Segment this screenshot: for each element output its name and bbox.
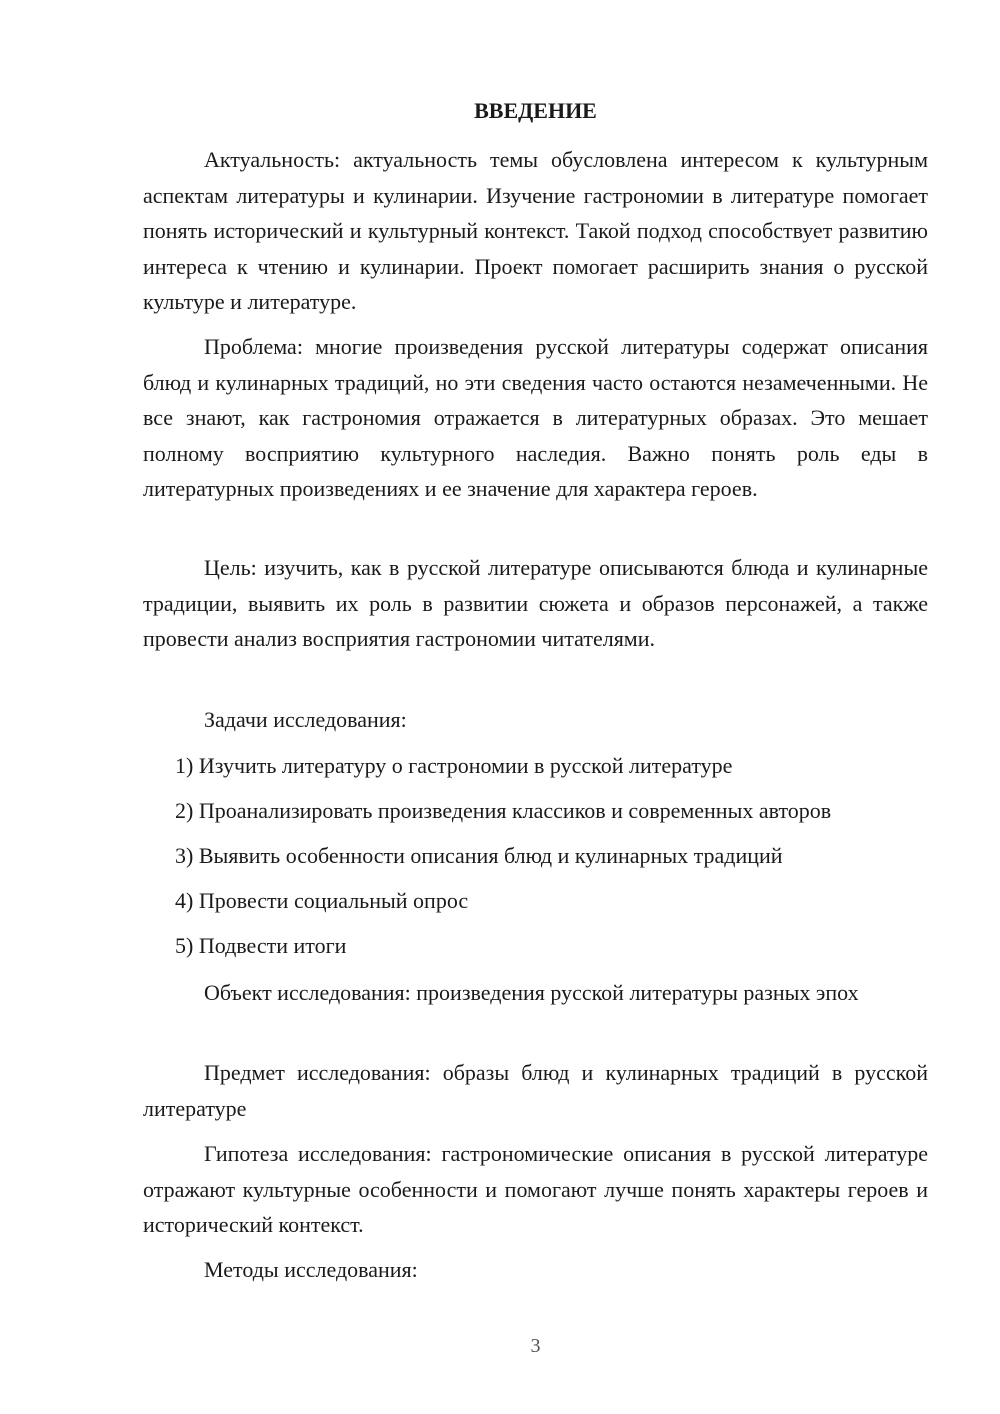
task-item: 5) Подвести итоги: [175, 933, 347, 958]
document-page: [143, 0, 928, 1414]
section-heading: ВВЕДЕНИЕ: [474, 98, 597, 123]
hypothesis-paragraph: Гипотеза исследования: гастрономические описания в русской литературе отражают культурные особенности и помогают лучше понять характеры героев и исторический контекст.: [143, 1141, 928, 1237]
tasks-title: Задачи исследования:: [204, 707, 407, 732]
page-number: 3: [530, 1335, 541, 1357]
task-item: 4) Провести социальный опрос: [175, 888, 469, 913]
task-item: 2) Проанализировать произведения классиков и современных авторов: [175, 798, 832, 823]
methods-title: Методы исследования:: [204, 1257, 418, 1282]
task-item: 3) Выявить особенности описания блюд и кулинарных традиций: [175, 843, 783, 868]
task-item: 1) Изучить литературу о гастрономии в русской литературе: [175, 753, 733, 778]
problem-paragraph: Проблема: многие произведения русской литературы содержат описания блюд и кулинарных традиций, но эти сведения часто остаются незамеченными. Не все знают, как гастрономия отражается в литературных образах. Это мешает полному восприятию культурного наследия. Важно понять роль еды в литературных произведениях и ее значение для характера героев.: [143, 334, 928, 501]
relevance-paragraph: Актуальность: актуальность темы обусловлена интересом к культурным аспектам литературы и кулинарии. Изучение гастрономии в литературе помогает понять исторический и культурный контекст. Такой подход способствует развитию интереса к чтению и кулинарии. Проект помогает расширить знания о русской культуре и литературе.: [143, 147, 928, 314]
subject-paragraph: Предмет исследования: образы блюд и кулинарных традиций в русской литературе: [143, 1060, 928, 1121]
object-paragraph: Объект исследования: произведения русской литературы разных эпох: [204, 980, 859, 1005]
goal-paragraph: Цель: изучить, как в русской литературе описываются блюда и кулинарные традиции, выявить их роль в развитии сюжета и образов персонажей, а также провести анализ восприятия гастрономии читателями.: [143, 555, 928, 651]
